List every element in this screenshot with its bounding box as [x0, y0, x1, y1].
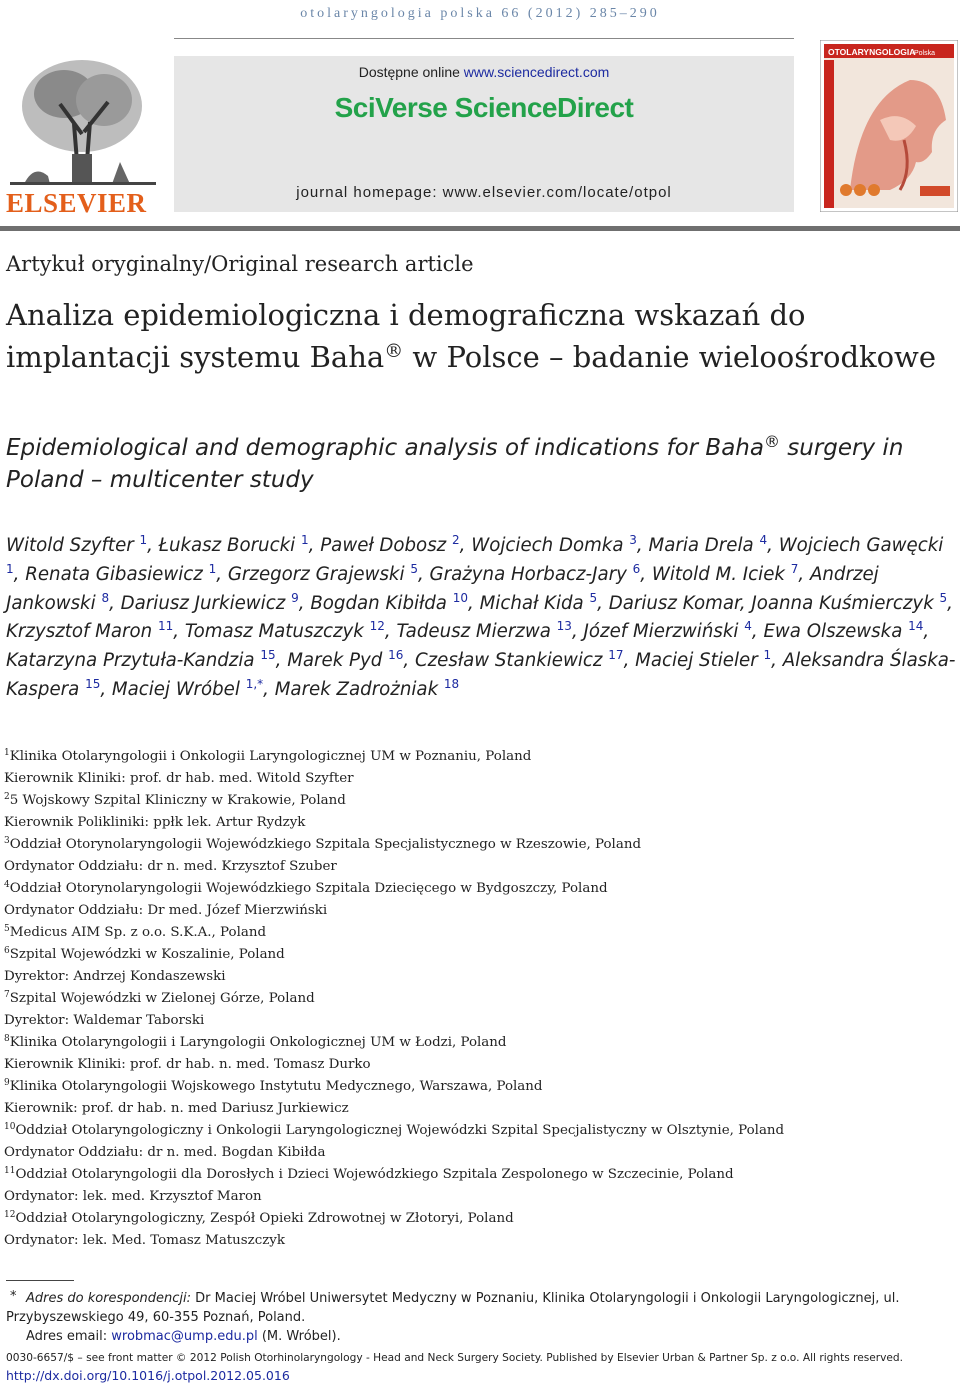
author: [609, 593, 740, 614]
article-type: Artykuł oryginalny/Original research article: [6, 252, 474, 276]
author-name: Maciej Stieler: [635, 650, 758, 672]
affiliation-head: Dyrektor: Waldemar Taborski: [4, 1013, 205, 1028]
author: [649, 535, 768, 556]
affiliation-text: Oddział Otolaryngologiczny, Zespół Opieki Zdrowotnej w Złotoryi, Poland: [15, 1211, 514, 1226]
author-name: Witold M. Iciek: [651, 563, 785, 585]
affiliation-text: Klinika Otolaryngologii Wojskowego Instytutu Medycznego, Warszawa, Poland: [9, 1079, 543, 1094]
affiliation-text: Oddział Otorynolaryngologii Wojewódzkiego Szpitala Specjalistycznego w Rzeszowie, Poland: [9, 837, 642, 852]
header-divider: [0, 226, 960, 231]
affiliation-head: Ordynator Oddziału: dr n. med. Bogdan Kibiłda: [4, 1145, 326, 1160]
author-affiliation-ref[interactable]: 18: [443, 676, 460, 691]
journal-homepage: journal homepage: www.elsevier.com/locate/otpol: [296, 184, 672, 201]
author-name: Ewa Olszewska: [763, 621, 903, 643]
header-rule: [174, 38, 794, 39]
author-affiliation-ref[interactable]: 2: [452, 533, 460, 547]
footnote-star: *: [10, 1289, 17, 1304]
affiliation-item: [4, 988, 954, 1010]
title-polish-part2: w Polsce – badanie wieloośrodkowe: [403, 340, 937, 374]
cover-title: OTOLARYNGOLOGIA: [828, 47, 916, 57]
affiliation-number: 11: [4, 1166, 16, 1176]
affiliation-text: Klinika Otolaryngologii i Laryngologii Onkologicznej UM w Łodzi, Poland: [9, 1035, 507, 1050]
author-affiliation-ref[interactable]: 5: [410, 561, 418, 576]
author: [320, 535, 459, 556]
doi-line: [6, 1368, 290, 1383]
author-affiliation-ref[interactable]: 10: [452, 590, 469, 605]
author: [310, 590, 469, 614]
author: [159, 535, 309, 556]
affiliation-text: Szpital Wojewódzki w Koszalinie, Poland: [9, 947, 285, 962]
affiliation-number: 9: [4, 1078, 10, 1088]
affiliation-head: Ordynator Oddziału: Dr med. Józef Mierzwiński: [4, 903, 328, 918]
copyright-notice: 0030-6657/$ – see front matter © 2012 Polish Otorhinolaryngology - Head and Neck Surgery Society. Published by Elsevier Urban & Partner Sp. z o.o. All rights reserved.: [6, 1352, 904, 1364]
footnote-rule: [6, 1280, 74, 1281]
author: [429, 561, 641, 585]
email-label: Adres email:: [26, 1329, 112, 1344]
author: [651, 561, 799, 585]
author: [111, 676, 264, 700]
affiliation-head: Dyrektor: Andrzej Kondaszewski: [4, 969, 226, 984]
author-name: Renata Gibasiewicz: [25, 563, 203, 585]
sciverse-brand: SciVerse ScienceDirect: [334, 92, 634, 123]
email-link[interactable]: wrobmac@ump.edu.pl: [111, 1329, 258, 1344]
author-name: Józef Mierzwiński: [583, 621, 739, 643]
author-name: Paweł Dobosz: [320, 535, 447, 556]
affiliation-head: Ordynator: lek. med. Krzysztof Maron: [4, 1189, 262, 1204]
affiliation-text: Oddział Otorynolaryngologii Wojewódzkiego Szpitala Dziecięcego w Bydgoszczy, Poland: [9, 881, 608, 896]
author-affiliation-ref[interactable]: 3: [629, 533, 637, 547]
author-affiliation-ref[interactable]: 9: [291, 590, 299, 605]
affiliation-item: [4, 790, 954, 812]
author-affiliation-ref[interactable]: 12: [369, 619, 385, 634]
affiliation-text: 5 Wojskowy Szpital Kliniczny w Krakowie, Poland: [9, 793, 346, 808]
affiliation-text: Szpital Wojewódzki w Zielonej Górze, Poland: [9, 991, 315, 1006]
author: [415, 650, 624, 671]
affiliation-item: [4, 1032, 954, 1054]
author-name: Maria Drela: [648, 535, 754, 556]
elsevier-wordmark: ELSEVIER: [6, 188, 147, 218]
author-affiliation-ref[interactable]: 1: [208, 561, 217, 576]
cover-subtitle: Polska: [914, 50, 936, 57]
author-name: Tomasz Matuszczyk: [184, 621, 364, 643]
sciencedirect-link[interactable]: www.sciencedirect.com: [463, 64, 610, 80]
author-name: Tadeusz Mierzwa: [396, 621, 551, 643]
author-affiliation-ref[interactable]: 16: [388, 648, 404, 663]
author-affiliation-ref[interactable]: 15: [260, 648, 276, 663]
author-affiliation-ref[interactable]: 6: [632, 561, 641, 576]
online-prefix: Dostępne online: [358, 64, 464, 80]
affiliation-head: Kierownik Polikliniki: ppłk lek. Artur Rydzyk: [4, 815, 306, 830]
author-affiliation-ref[interactable]: 5: [589, 590, 598, 605]
author-affiliation-ref[interactable]: 11: [157, 619, 174, 634]
online-availability: [174, 64, 794, 80]
correspondence-footnote: [6, 1289, 956, 1346]
affiliation-text: Oddział Otolaryngologii dla Dorosłych i Dzieci Wojewódzkiego Szpitala Zespolonego w Szczecinie, Poland: [15, 1167, 734, 1182]
affiliation-head: Ordynator: lek. Med. Tomasz Matuszczyk: [4, 1233, 285, 1248]
author-affiliation-ref[interactable]: 1: [139, 533, 148, 547]
affiliation-item: [4, 878, 954, 900]
author: [479, 590, 598, 614]
title-english-part1: Epidemiological and demographic analysis of indications for Baha: [6, 435, 764, 461]
author-affiliation-ref[interactable]: 4: [744, 619, 752, 634]
affiliation-number: 1: [4, 748, 10, 758]
affiliation-item: [4, 944, 954, 966]
author-name: Marek Zadrożniak: [274, 678, 439, 700]
affiliation-number: 8: [4, 1034, 10, 1044]
author-affiliation-ref[interactable]: 1,*: [245, 676, 264, 691]
author-name: Witold Szyfter: [6, 535, 134, 556]
author-name: Dariusz Komar: [608, 592, 740, 614]
author: [185, 621, 385, 642]
author-affiliation-ref[interactable]: 5: [939, 590, 948, 605]
author-name: Grzegorz Grajewski: [227, 563, 405, 585]
author: [396, 621, 571, 642]
affiliation-number: 7: [4, 990, 10, 1000]
author: [763, 621, 923, 642]
author-affiliation-ref[interactable]: 1: [300, 533, 309, 547]
author-affiliation-ref[interactable]: 17: [608, 648, 624, 663]
author: [25, 561, 217, 585]
affiliation-number: 3: [4, 836, 10, 846]
author-name: Joanna Kuśmierczyk: [751, 592, 934, 614]
title-polish-part1: Analiza epidemiologiczna i demograficzna wskazań do implantacji systemu Baha: [6, 298, 806, 374]
author-list: Witold Szyfter $^1$, Łukasz Borucki $^1$, Paweł Dobosz $^2$, Wojciech Domka $^3$, Maria Drela $^4$, Wojciech Gawęcki $^1$, Renata Gibasiewicz $^1$, Grzegorz Grajewski $^5$, Grażyna Horbacz-Jary $^6$, Witold M. Iciek $^7$, Andrzej Jankowski $^8$, Dariusz Jurkiewicz $^9$, Bogdan Kibiłda $^{10}$, Michał Kida $^5$, Dariusz Komar, Joanna Kuśmierczyk $^5$, Krzysztof Maron $^{11}$, Tomasz Matuszczyk $^{12}$, Tadeusz Mierzwa $^{13}$, Józef Mierzwiński $^4$, Ewa Olszewska $^{14}$, Katarzyna Przytuła-Kandzia $^{15}$, Marek Pyd $^{16}$, Czesław Stankiewicz $^{17}$, Maciej Stieler $^1$, Aleksandra Ślaska-Kaspera $^{15}$, Maciej Wróbel $^{1,*}$, Marek Zadrożniak $^{18}$: [6, 533, 956, 700]
affiliation-text: Oddział Otolaryngologiczny i Onkologii Laryngologicznej Wojewódzki Szpital Specjalistyczny w Olsztynie, Poland: [15, 1123, 785, 1138]
author-name: Grażyna Horbacz-Jary: [429, 563, 627, 585]
correspondence-address: Dr Maciej Wróbel Uniwersytet Medyczny w Poznaniu, Klinika Otolaryngologii i Onkologii Laryngologicznej, ul. Przybyszewskiego 49, 60-355 Poznań, Poland.: [6, 1291, 900, 1325]
author-affiliation-ref[interactable]: 14: [908, 619, 924, 634]
author-name: Krzysztof Maron: [6, 621, 153, 643]
author-name: Wojciech Domka: [471, 535, 624, 556]
author: [635, 650, 771, 671]
author-affiliation-ref[interactable]: 1: [763, 648, 772, 663]
doi-link[interactable]: http://dx.doi.org/10.1016/j.otpol.2012.05.016: [6, 1368, 290, 1383]
author-name: Czesław Stankiewicz: [414, 650, 603, 672]
author-name: Łukasz Borucki: [158, 535, 296, 556]
author: [6, 621, 173, 642]
affiliation-number: 12: [4, 1210, 16, 1220]
author-affiliation-ref[interactable]: 15: [85, 676, 101, 691]
author: [274, 676, 460, 700]
author: [227, 561, 418, 585]
affiliation-number: 6: [4, 946, 10, 956]
title-english: [6, 432, 956, 496]
affiliation-item: [4, 1164, 954, 1186]
author-affiliation-ref[interactable]: 7: [790, 561, 799, 576]
author: [6, 535, 147, 556]
author: [471, 535, 637, 556]
affiliation-number: 10: [4, 1122, 16, 1132]
title-polish: [6, 294, 956, 378]
registered-mark: ®: [384, 340, 404, 362]
email-suffix: (M. Wróbel).: [257, 1329, 341, 1344]
affiliation-number: 5: [4, 924, 10, 934]
title-english-part2: surgery in Poland – multicenter study: [6, 435, 904, 493]
author-affiliation-ref[interactable]: 1: [6, 561, 14, 576]
author-affiliation-ref[interactable]: 4: [759, 533, 768, 547]
affiliation-head: Kierownik Kliniki: prof. dr hab. med. Witold Szyfter: [4, 771, 354, 786]
journal-banner: [174, 56, 794, 212]
affiliation-item: [4, 1208, 954, 1230]
author: [6, 650, 276, 671]
author-name: Aleksandra Ślaska-Kaspera: [6, 650, 956, 700]
affiliation-item: [4, 1120, 954, 1142]
registered-mark: ®: [763, 432, 780, 451]
affiliation-number: 2: [4, 792, 10, 802]
author-name: Wojciech Gawęcki: [778, 535, 944, 556]
journal-cover-image: [820, 40, 958, 212]
running-head: otolaryngologia polska 66 (2012) 285–290: [300, 6, 660, 21]
author: [120, 590, 299, 614]
author-name: Dariusz Jurkiewicz: [120, 592, 286, 614]
author-name: Andrzej Jankowski: [6, 563, 879, 614]
affiliation-item: [4, 834, 954, 856]
affiliation-text: Medicus AIM Sp. z o.o. S.K.A., Poland: [9, 925, 267, 940]
affiliation-head: Ordynator Oddziału: dr n. med. Krzysztof Szuber: [4, 859, 337, 874]
affiliation-item: [4, 922, 954, 944]
affiliation-text: Klinika Otolaryngologii i Onkologii Laryngologicznej UM w Poznaniu, Poland: [9, 749, 532, 764]
author-name: Michał Kida: [479, 592, 584, 614]
author: [584, 621, 752, 642]
author-name: Marek Pyd: [287, 650, 383, 672]
correspondence-label: Adres do korespondencji:: [26, 1291, 192, 1306]
author: [287, 650, 403, 671]
author-name: Katarzyna Przytuła-Kandzia: [6, 650, 255, 672]
affiliation-head: Kierownik: prof. dr hab. n. med Dariusz Jurkiewicz: [4, 1101, 349, 1116]
affiliation-item: [4, 1076, 954, 1098]
author-name: Bogdan Kibiłda: [310, 592, 447, 614]
author-affiliation-ref[interactable]: 13: [556, 619, 572, 634]
author-name: Maciej Wróbel: [111, 678, 240, 700]
author: [751, 590, 948, 614]
affiliation-number: 4: [4, 880, 10, 890]
affiliation-item: [4, 746, 954, 768]
affiliation-list: [4, 746, 954, 1252]
author-affiliation-ref[interactable]: 8: [101, 590, 110, 605]
affiliation-head: Kierownik Kliniki: prof. dr hab. n. med. Tomasz Durko: [4, 1057, 371, 1072]
